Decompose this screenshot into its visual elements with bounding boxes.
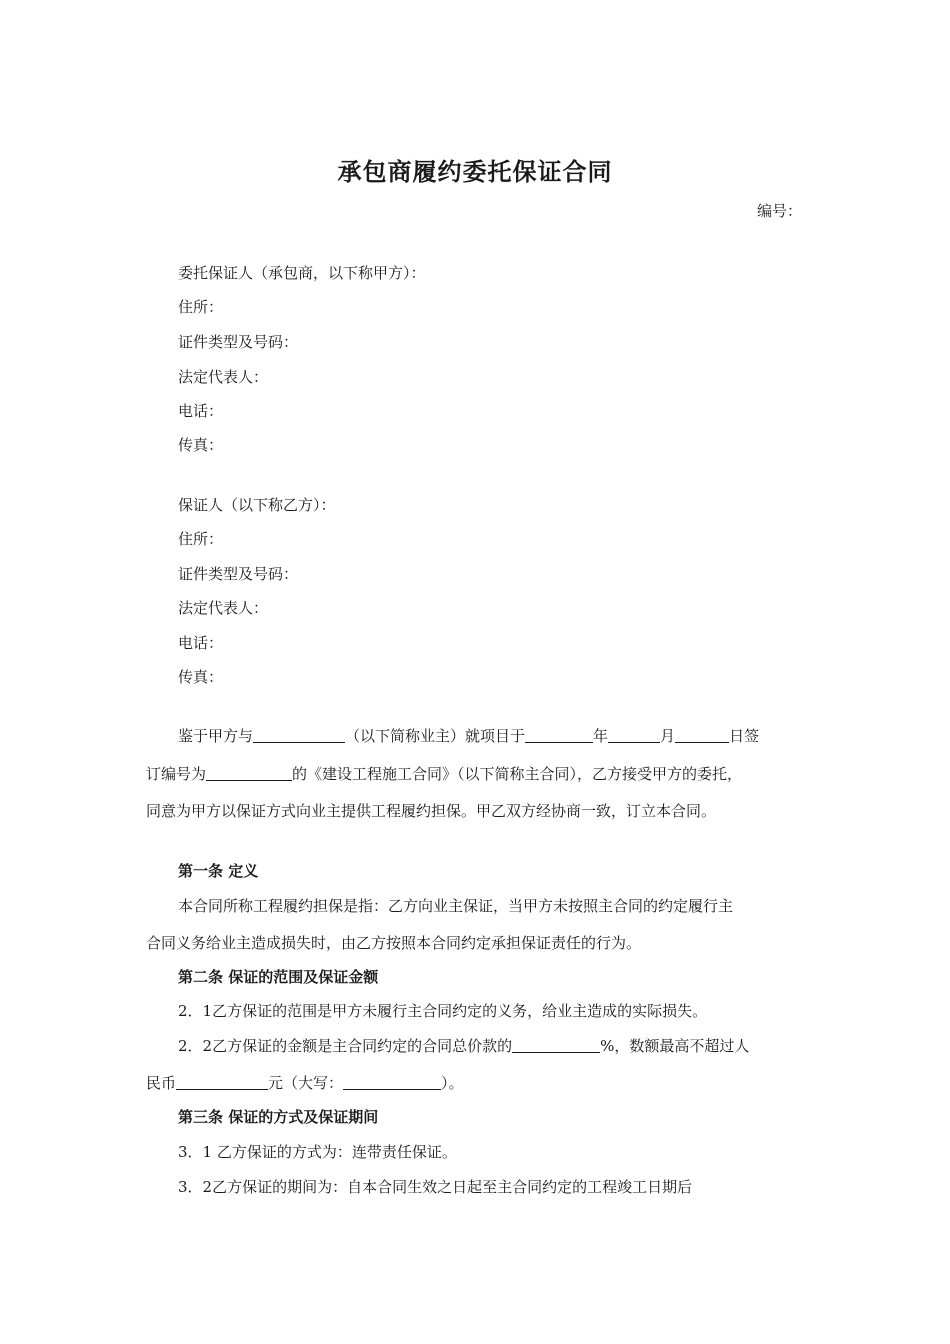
preamble-line-1 <box>146 725 838 746</box>
party-b-phone: 电话： <box>178 634 224 652</box>
party-a-heading: 委托保证人（承包商，以下称甲方）： <box>178 264 426 282</box>
preamble-text: （以下简称业主）就项目于 <box>345 727 526 745</box>
day-blank[interactable] <box>675 727 729 743</box>
year-blank[interactable] <box>525 727 593 743</box>
party-a-legal-rep: 法定代表人： <box>178 368 269 386</box>
clause-text: 元（大写： <box>268 1074 344 1092</box>
article-1-line-1: 本合同所称工程履约担保是指：乙方向业主保证，当甲方未按照主合同的约定履行主 <box>178 897 734 915</box>
party-a-address: 住所： <box>178 298 224 316</box>
clause-text: 民币 <box>146 1074 177 1092</box>
article-1-heading: 第一条 定义 <box>178 862 259 880</box>
clause-text: ）。 <box>441 1074 464 1092</box>
clause-3-1: 3．1 乙方保证的方式为：连带责任保证。 <box>178 1143 457 1161</box>
clause-text: 2．2乙方保证的金额是主合同约定的合同总价款的 <box>178 1037 513 1055</box>
preamble-text: 日签 <box>729 727 760 745</box>
clause-text: %，数额最高不超过人 <box>600 1037 750 1055</box>
preamble-text: 订编号为 <box>146 765 207 783</box>
serial-number-label: 编号： <box>757 202 803 220</box>
preamble-text: 年 <box>593 727 609 745</box>
party-b-heading: 保证人（以下称乙方）： <box>178 496 336 514</box>
contract-number-blank[interactable] <box>206 765 292 781</box>
month-blank[interactable] <box>608 727 660 743</box>
party-b-address: 住所： <box>178 530 224 548</box>
clause-2-2-line-1 <box>146 1035 838 1056</box>
party-b-id-type: 证件类型及号码： <box>178 565 299 583</box>
percentage-blank[interactable] <box>512 1037 600 1053</box>
clause-2-1: 2．1乙方保证的范围是甲方未履行主合同约定的义务，给业主造成的实际损失。 <box>178 1002 708 1020</box>
party-a-id-type: 证件类型及号码： <box>178 333 299 351</box>
party-a-phone: 电话： <box>178 402 224 420</box>
preamble-text: 的《建设工程施工合同》（以下简称主合同），乙方接受甲方的委托， <box>292 765 743 783</box>
preamble-text: 鉴于甲方与 <box>178 727 254 745</box>
article-1-line-2: 合同义务给业主造成损失时，由乙方按照本合同约定承担保证责任的行为。 <box>146 934 642 952</box>
owner-name-blank[interactable] <box>253 727 345 743</box>
article-2-heading: 第二条 保证的范围及保证金额 <box>178 968 379 986</box>
party-a-fax: 传真： <box>178 436 224 454</box>
amount-blank[interactable] <box>176 1074 268 1090</box>
preamble-line-2 <box>146 763 806 784</box>
document-title: 承包商履约委托保证合同 <box>337 158 613 186</box>
clause-3-2: 3．2乙方保证的期间为：自本合同生效之日起至主合同约定的工程竣工日期后 <box>178 1178 693 1196</box>
amount-in-words-blank[interactable] <box>343 1074 441 1090</box>
preamble-text: 月 <box>660 727 676 745</box>
article-3-heading: 第三条 保证的方式及保证期间 <box>178 1108 379 1126</box>
party-b-fax: 传真： <box>178 668 224 686</box>
clause-2-2-line-2 <box>146 1072 806 1093</box>
preamble-line-3: 同意为甲方以保证方式向业主提供工程履约担保。甲乙双方经协商一致，订立本合同。 <box>146 802 717 820</box>
party-b-legal-rep: 法定代表人： <box>178 599 269 617</box>
